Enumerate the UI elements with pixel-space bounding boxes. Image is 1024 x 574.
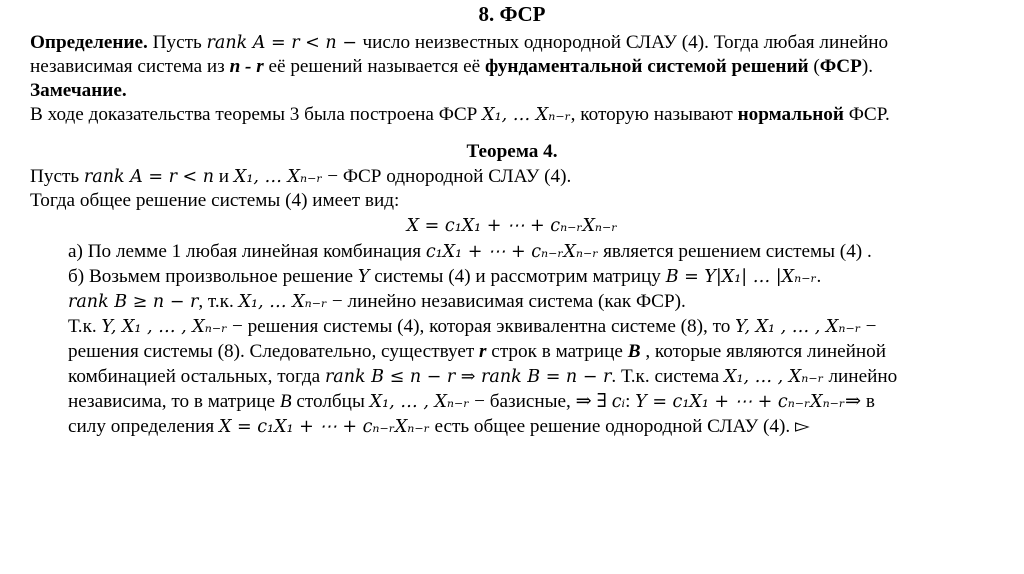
end-of-proof-symbol: ▻ [794, 416, 810, 437]
text: ⇒ в [844, 391, 875, 412]
math: rank A = r < n − [206, 33, 363, 53]
math: Y, X₁ , … , Xₙ₋ᵣ [735, 317, 861, 337]
text: и [214, 166, 234, 187]
text: − ФСР однородной СЛАУ (4). [322, 166, 572, 187]
text: Пусть [30, 166, 84, 187]
term-bold: нормальной [737, 104, 844, 125]
text: . Т.к. система [611, 366, 724, 387]
proof-line-c [68, 291, 686, 313]
text: комбинацией остальных, тогда [68, 366, 325, 387]
math: X₁, … , Xₙ₋ᵣ [369, 392, 470, 412]
math: rank A = r < n [83, 167, 214, 187]
text: : [625, 391, 636, 412]
text: , т.к. [198, 291, 239, 312]
text: − решения системы (4), которая эквивалентна системе (8), то [227, 316, 736, 337]
text: независима, то в матрице [68, 391, 280, 412]
math: rank B ≤ n − r ⇒ rank B = n − r [324, 367, 612, 387]
text: линейно [823, 366, 898, 387]
text: решения системы (8). Следовательно, существует [68, 341, 480, 362]
math: X₁, … Xₙ₋ᵣ [482, 105, 571, 125]
math: X₁, … , Xₙ₋ᵣ [724, 367, 824, 387]
math: Y [357, 267, 370, 287]
definition-line-1 [30, 32, 888, 54]
term-bold: фундаментальной системой решений [485, 56, 809, 77]
math-bold: B [627, 341, 641, 362]
text: число неизвестных однородной СЛАУ (4). Тогда любая линейно [362, 32, 889, 53]
text: . [816, 266, 822, 287]
proof-line-b [68, 266, 821, 288]
math: X₁, … Xₙ₋ᵣ [233, 167, 323, 187]
text: строк в матрице [486, 341, 628, 362]
math-bold: r [479, 341, 487, 362]
text: б) Возьмем произвольное решение [68, 266, 358, 287]
text: столбцы [291, 391, 370, 412]
math: c₁X₁ + ⋯ + cₙ₋ᵣXₙ₋ᵣ [425, 242, 599, 262]
math-bold: n - r [229, 56, 264, 77]
text: системы (4) и рассмотрим матрицу [369, 266, 666, 287]
text: а) По лемме 1 любая линейная комбинация [68, 241, 426, 262]
math: B = Y|X₁| … |Xₙ₋ᵣ [665, 267, 817, 287]
text: ( [808, 56, 820, 77]
proof-line-d [68, 316, 876, 338]
text: , которую называют [570, 104, 738, 125]
math: X₁, … Xₙ₋ᵣ [238, 292, 328, 312]
proof-line-f [68, 366, 897, 388]
math: cᵢ [611, 392, 626, 412]
text: − базисные, ⇒ ∃ [469, 391, 612, 412]
text: Пусть [147, 32, 207, 53]
term-bold: ФСР [819, 56, 862, 77]
text: её решений называется её [263, 56, 485, 77]
proof-line-a [68, 241, 872, 263]
math: Y = c₁X₁ + ⋯ + cₙ₋ᵣXₙ₋ᵣ [635, 392, 845, 412]
definition-line-2 [30, 56, 873, 78]
text: силу определения [68, 416, 219, 437]
math: X = c₁X₁ + ⋯ + cₙ₋ᵣXₙ₋ᵣ [219, 417, 430, 437]
math: rank B ≥ n − r [68, 292, 199, 312]
remark-line-1 [30, 104, 890, 126]
slide-title: 8. ФСР [478, 2, 546, 26]
remark-heading: Замечание. [30, 80, 127, 101]
text: Т.к. [68, 316, 102, 337]
proof-line-e [68, 341, 886, 363]
text: независимая система из [30, 56, 230, 77]
theorem-formula: X = c₁X₁ + ⋯ + cₙ₋ᵣXₙ₋ᵣ [406, 216, 618, 236]
text: − [860, 316, 877, 337]
text: ФСР. [843, 104, 890, 125]
text: есть общее решение однородной СЛАУ (4). [429, 416, 795, 437]
math: B [279, 391, 292, 412]
text: − линейно независимая система (как ФСР). [327, 291, 686, 312]
math: Y, X₁ , … , Xₙ₋ᵣ [101, 317, 228, 337]
text: , которые являются линейной [640, 341, 887, 362]
definition-heading: Определение. [30, 32, 148, 53]
text: является решением системы (4) . [598, 241, 872, 262]
text: В ходе доказательства теоремы 3 была построена ФСР [30, 104, 483, 125]
proof-line-h [68, 416, 810, 438]
theorem-line-2: Тогда общее решение системы (4) имеет вид: [30, 190, 400, 211]
theorem-heading: Теорема 4. [466, 141, 558, 162]
text: ). [861, 56, 874, 77]
theorem-line-1 [30, 166, 571, 188]
proof-line-g [68, 391, 875, 413]
